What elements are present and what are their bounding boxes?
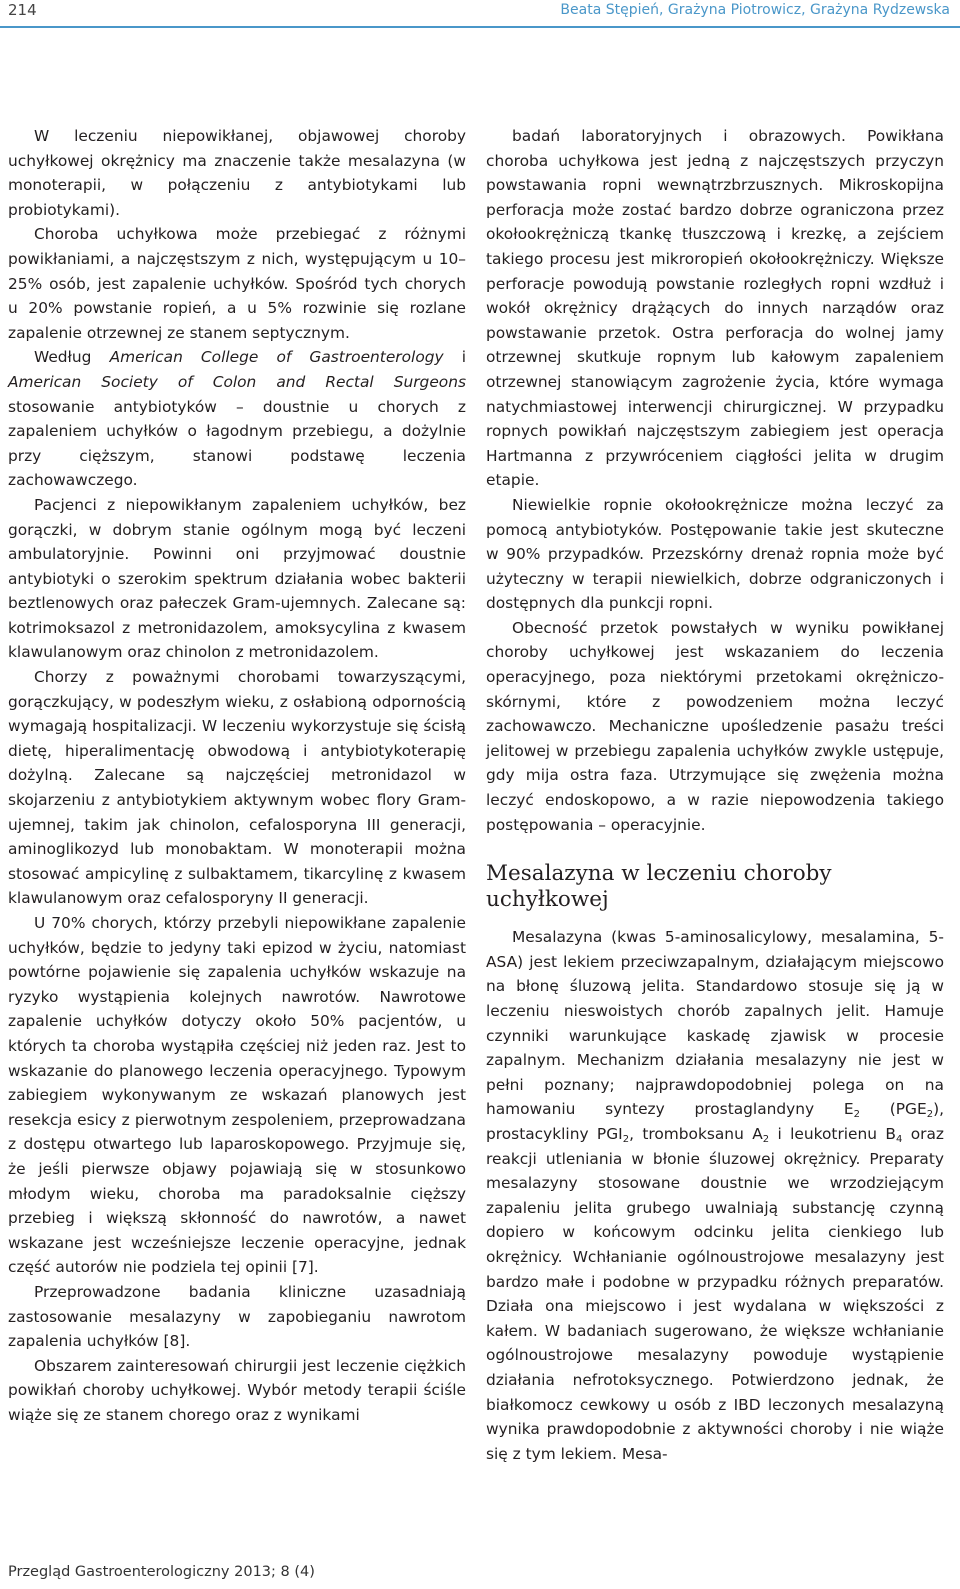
section-heading: Mesalazyna w leczeniu choroby uchyłkowej xyxy=(486,861,832,913)
text-run: Mesalazyna (kwas 5-aminosalicylowy, mesalamina, 5-ASA) jest lekiem przeciwzapalnym, działającym miejscowo na błonę śluzową jelita. Standardowo stosuje się ją w leczeniu nieswoistych chorób zapalnych jelit. Hamuje czynniki warunkujące kaskadę zjawisk w procesie zapalnym. Mechanizm działania mesalazyny nie jest w pełni poznany; najprawdopodobniej polega on na hamowaniu syntezy prostaglandyny E xyxy=(486,928,944,1119)
text-run: stosowanie antybiotyków – doustnie u chorych z zapaleniem uchyłków o łagodnym przebiegu, a dożylnie przy cięższym, stanowi podstawę leczenia zachowawczego. xyxy=(8,397,466,490)
subscript: 2 xyxy=(853,1109,860,1121)
text-run: , tromboksanu A xyxy=(629,1124,763,1143)
paragraph: Choroba uchyłkowa może przebiegać z różnymi powikłaniami, a najczęstszym z nich, występującym u 10–25% osób, jest zapalenie uchyłków. Spośród tych chorych u 20% powstanie ropień, a u 5% rozwinie się rozlane zapalenie otrzewnej ze stanem septycznym. xyxy=(8,225,466,342)
text-run: oraz reakcji utleniania w błonie śluzowej okrężnicy. Preparaty mesalazyny stosowane doustnie we wrzodziejącym zapaleniu jelita grubego uwalniają substancję czynną dopiero w końcowym odcinku jelita cienkiego lub okrężnicy. Wchłanianie ogólnoustrojowe mesalazyny jest bardzo małe i podobne w przypadku różnych preparatów. Działa ona miejscowo i jest wydalana w większości z kałem. W badaniach sugerowano, że większe wchłanianie ogólnoustrojowe mesalazyny powoduje wystąpienie działania nefrotoksycznego. Potwierdzono jednak, że białkomocz cewkowy u osób z IBD leczonych mesalazyną wynika prawdopodobnie z aktywności choroby i nie wiąże się z tym lekiem. Mesa- xyxy=(486,1124,944,1463)
subscript: 2 xyxy=(926,1109,934,1121)
subscript: 2 xyxy=(762,1133,770,1145)
text-run: i xyxy=(443,348,467,367)
subscript: 2 xyxy=(622,1133,630,1145)
paragraph: W leczeniu niepowikłanej, objawowej choroby uchyłkowej okrężnicy ma znaczenie także mesalazyna (w monoterapii, w połączeniu z antybiotykami lub probiotykami). xyxy=(8,127,466,219)
running-head-authors: Beata Stępień, Grażyna Piotrowicz, Grażyna Rydzewska xyxy=(560,2,950,18)
italic-society-name: American College of Gastroenterology xyxy=(109,348,444,367)
paragraph: Obszarem zainteresowań chirurgii jest leczenie ciężkich powikłań choroby uchyłkowej. Wybór metody terapii ściśle wiąże się ze stanem chorego oraz z wynikami xyxy=(8,1356,466,1424)
paragraph: Przeprowadzone badania kliniczne uzasadniają zastosowanie mesalazyny w zapobieganiu nawrotom zapalenia uchyłków [8]. xyxy=(8,1282,466,1351)
left-column xyxy=(8,124,466,1427)
subscript: 4 xyxy=(895,1133,903,1145)
text-run: i leukotrienu B xyxy=(769,1124,896,1143)
paragraph xyxy=(486,925,944,1466)
paragraph xyxy=(8,345,466,493)
right-column xyxy=(486,124,944,1466)
paragraph: Obecność przetok powstałych w wyniku powikłanej choroby uchyłkowej jest wskazaniem do leczenia operacyjnego, poza niektórymi przetokami okrężniczo-skórnymi, które z powodzeniem można leczyć zachowawczo. Mechaniczne upośledzenie pasażu treści jelitowej w przebiegu zapalenia uchyłków zwykle ustępuje, gdy mija ostra faza. Utrzymujące się zwężenia można leczyć endoskopowo, a w razie niepowodzenia takiego postępowania – operacyjnie. xyxy=(486,618,944,834)
paragraph: badań laboratoryjnych i obrazowych. Powikłana choroba uchyłkowa jest jedną z najczęstszych przyczyn powstawania ropni wewnątrzbrzusznych. Mikroskopijna perforacja może zostać bardzo dobrze ograniczona przez okołookrężniczą tkankę tłuszczową i krezkę, a zejściem takiego procesu jest mikroropień okołookrężniczy. Większe perforacje powodują powstanie rozległych ropni wzdłuż i wokół okrężnicy drążących do innych narządów oraz powstawanie przetok. Ostra perforacja do wolnej jamy otrzewnej skutkuje ropnym lub kałowym zapaleniem otrzewnej stanowiącym zagrożenie życia, które wymaga natychmiastowej interwencji chirurgicznej. W przypadku ropnych powikłań najczęstszym zabiegiem jest operacja Hartmanna z przywróceniem ciągłości jelita w drugim etapie. xyxy=(486,127,944,490)
text-run: ), prostacykliny PGI xyxy=(486,1100,944,1143)
header-divider xyxy=(0,26,960,28)
paragraph: U 70% chorych, którzy przebyli niepowikłane zapalenie uchyłków, będzie to jedyny taki epizod w życiu, natomiast powtórne pojawienie się zapalenia uchyłków wskazuje na ryzyko wystąpienia kolejnych nawrotów. Nawrotowe zapalenie uchyłków dotyczy około 50% pacjentów, u których ta choroba wystąpiła częściej niż jeden raz. Jest to wskazanie do planowego leczenia operacyjnego. Typowym zabiegiem wykonywanym ze wskazań planowych jest resekcja esicy z pierwotnym zespoleniem, przeprowadzana z dostępu otwartego lub laparoskopowego. Przyjmuje się, że jeśli pierwsze objawy pojawiają się w stosunkowo młodym wieku, choroba ma paradoksalnie cięższy przebieg i większą skłonność do nawrotów, a nawet wskazane jest wcześniejsze leczenie operacyjne, jednak część autorów nie podziela tej opinii [7]. xyxy=(8,914,466,1277)
paragraph: Pacjenci z niepowikłanym zapaleniem uchyłków, bez gorączki, w dobrym stanie ogólnym mogą być leczeni ambulatoryjnie. Powinni oni przyjmować doustnie antybiotyki o szerokim spektrum działania wobec bakterii beztlenowych oraz pałeczek Gram-ujemnych. Zalecane są: kotrimoksazol z metronidazolem, amoksycylina z kwasem klawulanowym oraz chinolon z metronidazolem. xyxy=(8,495,466,662)
page-header xyxy=(0,0,960,34)
italic-society-name: American Society of Colon and Rectal Surgeons xyxy=(8,372,466,391)
text-run: Według xyxy=(34,348,110,367)
text-run: (PGE xyxy=(860,1100,927,1119)
paragraph: Niewielkie ropnie okołookrężnicze można leczyć za pomocą antybiotyków. Postępowanie takie jest skuteczne w 90% przypadków. Przezskórny drenaż ropnia może być użyteczny w terapii niewielkich, dobrze odgraniczonych i dostępnych dla punkcji ropni. xyxy=(486,495,944,613)
page-number: 214 xyxy=(8,1,37,19)
paragraph: Chorzy z poważnymi chorobami towarzyszącymi, gorączkujący, w podeszłym wieku, z osłabioną odpornością wymagają hospitalizacji. W leczeniu wykorzystuje się ścisłą dietę, hiperalimentację obwodową i antybiotykoterapię dożylną. Zalecane są najczęściej metronidazol w skojarzeniu z antybiotykiem aktywnym wobec flory Gram-ujemnej, takim jak chinolon, cefalosporyna III generacji, aminoglikozyd lub monobaktam. W monoterapii można stosować ampicylinę z sulbaktamem, tikarcylinę z kwasem klawulanowym oraz cefalosporyny II generacji. xyxy=(8,668,466,908)
journal-footer: Przegląd Gastroenterologiczny 2013; 8 (4) xyxy=(8,1564,315,1580)
